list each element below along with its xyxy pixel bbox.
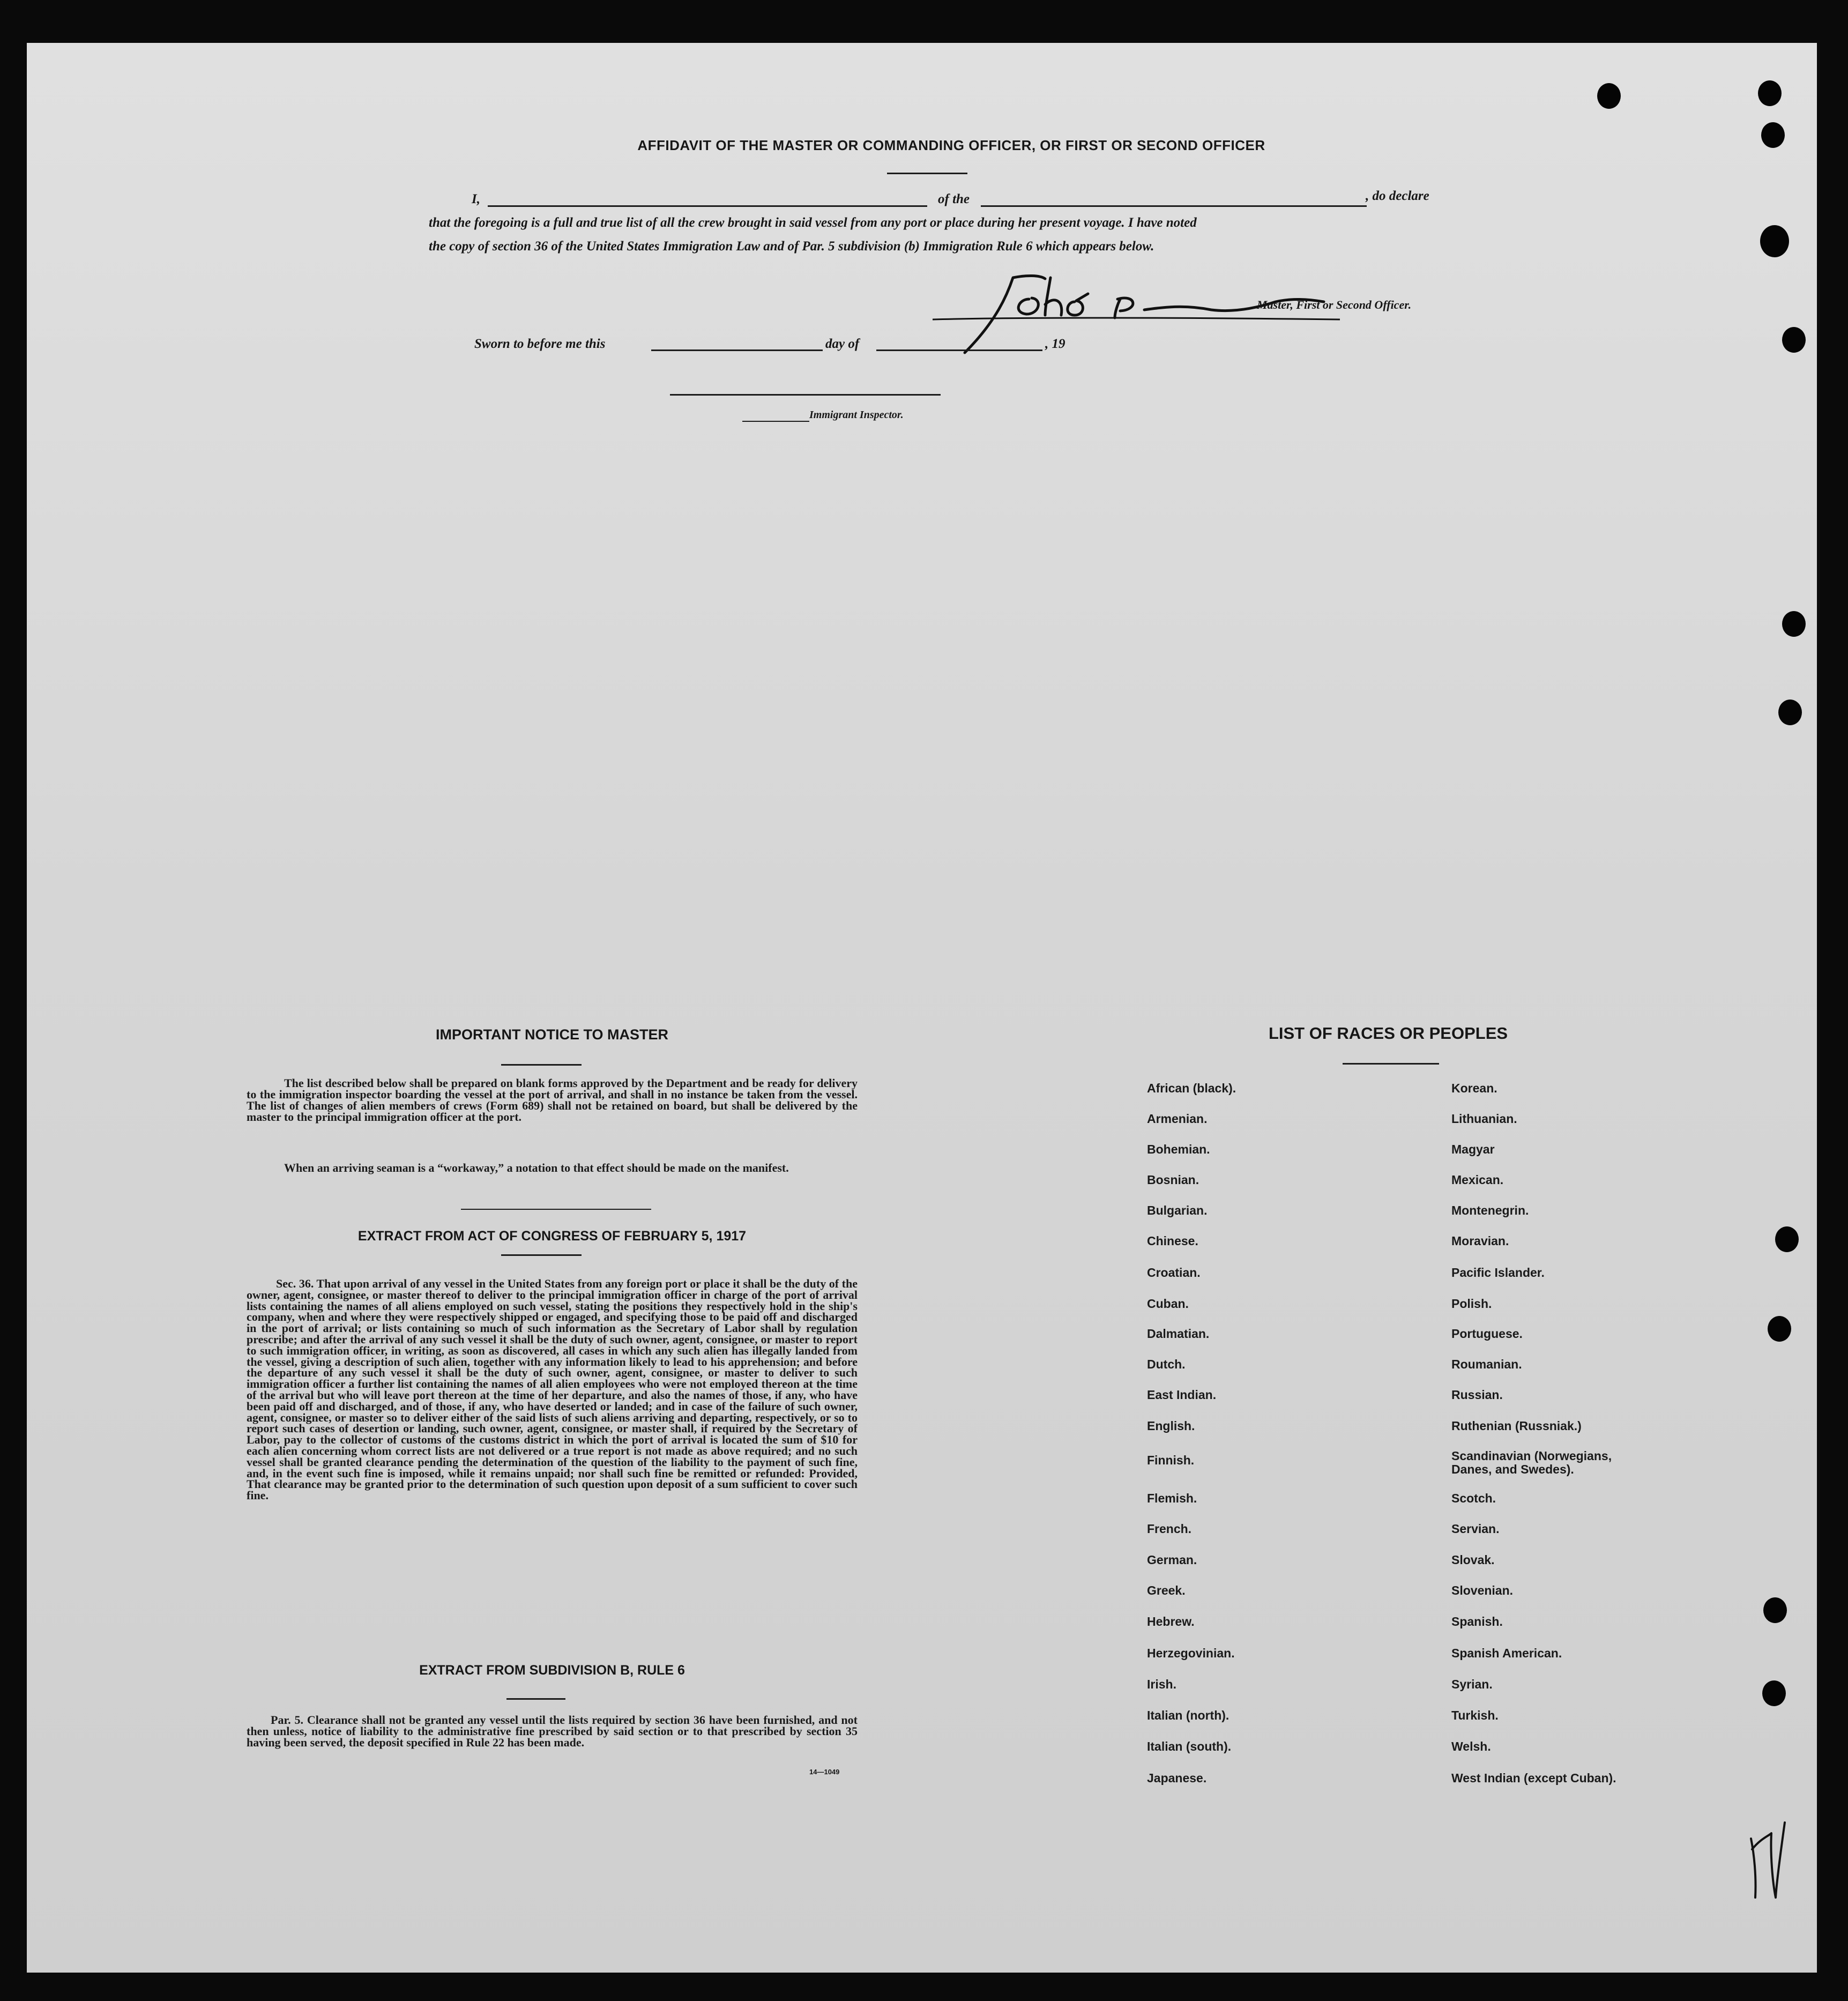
affidavit-title: AFFIDAVIT OF THE MASTER OR COMMANDING OFFICER, OR FIRST OR SECOND OFFICER xyxy=(637,137,1265,153)
race-entry: Pacific Islander. xyxy=(1451,1266,1545,1280)
punch-hole xyxy=(1763,1597,1787,1623)
race-entry: Greek. xyxy=(1147,1583,1186,1597)
title-underline xyxy=(887,173,967,174)
race-entry: Scotch. xyxy=(1451,1491,1496,1505)
race-entry: Magyar xyxy=(1451,1142,1495,1156)
race-entry: African (black). xyxy=(1147,1081,1236,1095)
punch-hole xyxy=(1782,327,1806,353)
race-entry: Polish. xyxy=(1451,1297,1492,1311)
inspector-caption-rule xyxy=(742,421,809,422)
notice-paragraph-1: The list described below shall be prepared on blank forms approved by the Department and be ready for delivery to the immigration inspector boarding the vessel at the port of arrival, and shall in no instance be taken from the vessel. The list of changes of alien members of crews (Form 689) shall not be retained on board, but shall be delivered by the master to the principal immigration officer at the port. xyxy=(247,1076,858,1124)
rule-underline xyxy=(506,1698,565,1700)
race-entry: Ruthenian (Russniak.) xyxy=(1451,1419,1582,1433)
sworn-day-of: day of xyxy=(825,337,860,351)
race-entry: Russian. xyxy=(1451,1388,1503,1402)
notice-underline xyxy=(501,1064,582,1066)
race-entry: Spanish American. xyxy=(1451,1646,1562,1660)
race-entry: Syrian. xyxy=(1451,1677,1493,1691)
document-sheet xyxy=(27,43,1817,1973)
sworn-year: , 19 xyxy=(1045,337,1065,351)
affidavit-do-declare: , do declare xyxy=(1366,189,1429,203)
race-entry: German. xyxy=(1147,1553,1197,1567)
race-entry: Irish. xyxy=(1147,1677,1176,1691)
signature-caption: Master, First or Second Officer. xyxy=(1257,298,1412,311)
punch-hole xyxy=(1758,80,1782,106)
race-entry: Cuban. xyxy=(1147,1297,1189,1311)
race-entry: West Indian (except Cuban). xyxy=(1451,1771,1616,1785)
race-entry: Bulgarian. xyxy=(1147,1203,1208,1217)
race-entry: Italian (south). xyxy=(1147,1739,1232,1753)
sworn-month-blank[interactable] xyxy=(876,349,1042,351)
race-entry: English. xyxy=(1147,1419,1195,1433)
race-entry: Scandinavian (Norwegians, Danes, and Swedes). xyxy=(1451,1449,1612,1476)
race-entry: French. xyxy=(1147,1522,1192,1536)
act-underline xyxy=(501,1254,582,1256)
sworn-date-blank[interactable] xyxy=(651,349,823,351)
punch-hole xyxy=(1778,700,1802,725)
declarant-name-blank[interactable] xyxy=(488,205,927,207)
race-entry: Welsh. xyxy=(1451,1739,1491,1753)
race-entry: Japanese. xyxy=(1147,1771,1207,1785)
race-entry: Herzegovinian. xyxy=(1147,1646,1235,1660)
races-title: LIST OF RACES OR PEOPLES xyxy=(1268,1024,1508,1043)
race-entry: Flemish. xyxy=(1147,1491,1197,1505)
affidavit-line-3: the copy of section 36 of the United States Immigration Law and of Par. 5 subdivision (b) Immigration Rule 6 which appears below. xyxy=(429,239,1154,254)
race-entry: Korean. xyxy=(1451,1081,1497,1095)
race-entry: Dutch. xyxy=(1147,1357,1186,1371)
act-section-36-body: Sec. 36. That upon arrival of any vessel in the United States from any foreign port or place it shall be the duty of the owner, agent, consignee, or master thereof to deliver to the principal immigration officer in charge of the port of arrival lists containing the names of all aliens employed on such vessel, stating the positions they respectively hold in the ship's company, when and where they were respectively shipped or engaged, and specifying those to be paid off and discharged in the port of arrival; or lists containing so much of such information as the Secretary of Labor shall by regulation prescribe; and after the arrival of any such vessel it shall be the duty of such owner, agent, consignee, or master to report to such immigration officer, in writing, as soon as discovered, all cases in which any such alien has illegally landed from the vessel, giving a description of such alien, together with any information likely to lead to his apprehension; and before the departure of any such vessel it shall be the duty of such owner, agent, consignee, or master to deliver to such immigration officer a further list containing the names of all alien employees who were not employed thereon at the time of the arrival but who will leave port thereon at the time of her departure, and also the names of those, if any, who have been paid off and discharged, and of those, if any, who have deserted or landed; and in case of the failure of such owner, agent, consignee, or master so to deliver either of the said lists of such aliens arriving and departing, respectively, or so to report such cases of desertion or landing, such owner, agent, consignee, or master shall, if required by the Secretary of Labor, pay to the collector of customs of the customs district in which the port of arrival is located the sum of $10 for each alien concerning whom correct lists are not delivered or a true report is not made as above required; and no such vessel shall be granted clearance pending the determination of the question of the liability to the payment of such fine, and, in the event such fine is imposed, while it remains unpaid; nor shall such fine be remitted or refunded: Provided, That clearance may be granted prior to the determination of such question upon deposit of a sum sufficient to cover such fine. xyxy=(247,1277,858,1502)
races-underline xyxy=(1343,1063,1439,1065)
race-entry: Turkish. xyxy=(1451,1708,1499,1722)
race-entry: Slovak. xyxy=(1451,1553,1495,1567)
punch-hole xyxy=(1782,611,1806,637)
race-entry: Portuguese. xyxy=(1451,1327,1523,1341)
rule-title: EXTRACT FROM SUBDIVISION B, RULE 6 xyxy=(419,1663,685,1678)
race-entry: Croatian. xyxy=(1147,1266,1201,1280)
race-entry: Servian. xyxy=(1451,1522,1500,1536)
affidavit-i-label: I, xyxy=(472,192,480,206)
punch-hole xyxy=(1768,1316,1791,1342)
act-title: EXTRACT FROM ACT OF CONGRESS OF FEBRUARY 5, 1917 xyxy=(357,1229,747,1244)
race-entry: Moravian. xyxy=(1451,1234,1509,1248)
race-entry: Lithuanian. xyxy=(1451,1112,1517,1126)
race-entry: Spanish. xyxy=(1451,1615,1503,1628)
affidavit-line-2: that the foregoing is a full and true list of all the crew brought in said vessel from any port or place during her present voyage. I have noted xyxy=(429,215,1197,230)
punch-hole xyxy=(1775,1226,1799,1252)
race-entry: Italian (north). xyxy=(1147,1708,1229,1722)
race-entry: Bohemian. xyxy=(1147,1142,1210,1156)
punch-hole xyxy=(1760,225,1789,257)
form-number: 14—1049 xyxy=(809,1768,840,1776)
race-entry: Finnish. xyxy=(1147,1453,1195,1467)
sworn-label: Sworn to before me this xyxy=(474,337,606,351)
race-entry: Chinese. xyxy=(1147,1234,1198,1248)
affidavit-of-the-label: of the xyxy=(938,192,970,206)
inspector-signature-blank[interactable] xyxy=(670,394,941,396)
inspector-caption: Immigrant Inspector. xyxy=(809,409,904,421)
rule-par-5-body: Par. 5. Clearance shall not be granted any vessel until the lists required by section 36 have been furnished, and not then unless, notice of liability to the administrative fine prescribed by said section or to that prescribed by section 35 having been served, the deposit specified in Rule 22 has been made. xyxy=(247,1713,858,1749)
notice-title: IMPORTANT NOTICE TO MASTER xyxy=(436,1026,668,1043)
section-divider xyxy=(461,1209,651,1210)
punch-hole xyxy=(1597,83,1621,109)
race-entry: Slovenian. xyxy=(1451,1583,1514,1597)
punch-hole xyxy=(1761,122,1785,148)
vessel-name-blank[interactable] xyxy=(981,205,1367,207)
race-entry: Mexican. xyxy=(1451,1173,1504,1187)
race-entry: Roumanian. xyxy=(1451,1357,1522,1371)
handwritten-checkmark xyxy=(1739,1817,1787,1903)
notice-paragraph-2: When an arriving seaman is a “workaway,” a notation to that effect should be made on the manifest. xyxy=(284,1161,789,1174)
punch-hole xyxy=(1762,1680,1786,1706)
race-entry: East Indian. xyxy=(1147,1388,1217,1402)
race-entry: Dalmatian. xyxy=(1147,1327,1210,1341)
race-entry: Bosnian. xyxy=(1147,1173,1199,1187)
race-entry: Montenegrin. xyxy=(1451,1203,1529,1217)
race-entry: Hebrew. xyxy=(1147,1615,1195,1628)
race-entry: Armenian. xyxy=(1147,1112,1208,1126)
